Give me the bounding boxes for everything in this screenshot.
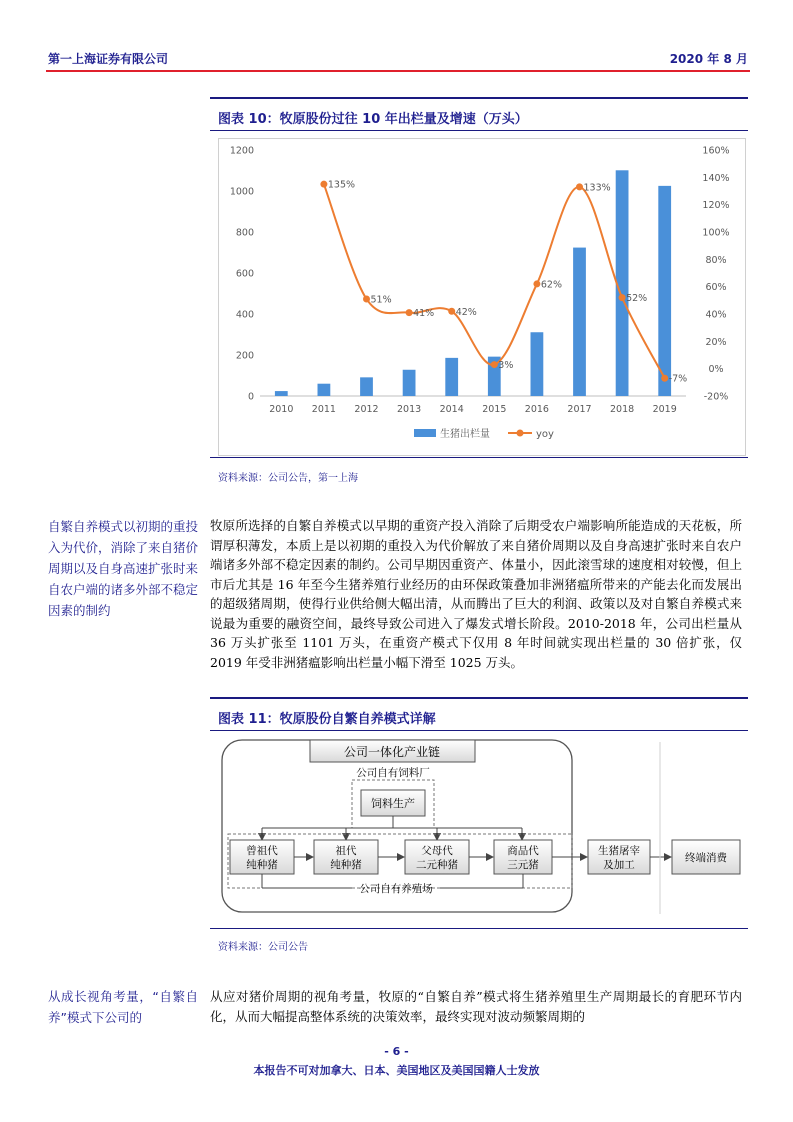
right-axis-tick: -20% <box>703 391 729 403</box>
sidebar-summary-2: 从成长视角考量，“自繁自养”模式下公司的 <box>48 989 198 1025</box>
x-axis-tick: 2016 <box>524 404 549 415</box>
left-axis-tick: 0 <box>247 391 254 403</box>
figure11-title-rule <box>210 730 748 731</box>
right-axis-tick: 60% <box>705 282 727 294</box>
yoy-point-2013 <box>406 309 413 316</box>
figure10-title-rule <box>210 130 748 131</box>
legend-line-marker <box>517 430 524 437</box>
right-axis-tick: 160% <box>702 145 730 157</box>
stage-commercial <box>494 840 552 874</box>
page-number: - 6 - <box>384 1045 409 1058</box>
figure10-chart <box>218 138 746 456</box>
stage-great-grandparent <box>230 840 294 874</box>
header-company: 第一上海证券有限公司 <box>48 52 169 66</box>
right-axis-tick: 140% <box>702 172 730 184</box>
figure11-diagram <box>218 734 746 924</box>
yoy-point-2015 <box>491 361 498 368</box>
figure11-top-rule <box>210 697 748 699</box>
stage-1-line1: 曾祖代 <box>246 845 278 857</box>
left-axis-tick: 1200 <box>229 145 254 157</box>
right-axis-tick: 20% <box>705 336 727 348</box>
figure10-title: 图表 10：牧原股份过往 10 年出栏量及增速（万头） <box>218 112 528 127</box>
feed-mill-label: 公司自有饲料厂 <box>356 767 430 779</box>
yoy-label-2018: 52% <box>626 293 648 305</box>
consumption-label: 终端消费 <box>685 852 727 864</box>
legend-bar-label: 生猪出栏量 <box>440 429 490 440</box>
yoy-label-2013: 41% <box>413 308 435 320</box>
stage-2-line2: 纯种猪 <box>330 859 362 871</box>
x-axis-tick: 2018 <box>610 404 635 415</box>
bar-2014 <box>445 358 458 396</box>
farm-label: 公司自有养殖场 <box>359 883 433 895</box>
bar-2013 <box>403 370 416 396</box>
yoy-label-2019: -7% <box>668 373 688 385</box>
stage-4-line2: 三元猪 <box>507 859 539 871</box>
sidebar-summary-1: 自繁自养模式以初期的重投入为代价，消除了来自猪价周期以及自身高速扩张时来自农户端的诸多外部不稳定因素的制约 <box>48 519 199 618</box>
stage-3-line1: 父母代 <box>421 845 453 857</box>
bar-2012 <box>360 377 373 396</box>
yoy-label-2012: 51% <box>370 294 392 306</box>
x-axis-tick: 2015 <box>482 404 507 415</box>
header-rule <box>46 70 750 72</box>
feed-production-label: 饲料生产 <box>371 797 415 810</box>
yoy-label-2016: 62% <box>540 279 563 291</box>
legend-bar-swatch <box>414 429 436 437</box>
yoy-point-2011 <box>320 181 327 188</box>
left-axis-tick: 600 <box>235 268 254 280</box>
figure11-bottom-rule <box>210 928 748 929</box>
slaughter-line1: 生猪屠宰 <box>598 845 640 857</box>
yoy-label-2015: 3% <box>498 360 514 372</box>
stage-1-line2: 纯种猪 <box>246 859 278 871</box>
yoy-point-2012 <box>363 295 370 302</box>
right-axis-tick: 100% <box>702 227 730 239</box>
figure10-top-rule <box>210 97 748 99</box>
x-axis-tick: 2019 <box>652 404 677 415</box>
chain-title: 公司一体化产业链 <box>343 745 441 759</box>
bar-2019 <box>658 186 671 396</box>
x-axis-tick: 2010 <box>269 404 294 415</box>
yoy-point-2017 <box>576 183 583 190</box>
yoy-label-2011: 135% <box>327 179 356 191</box>
stage-2-line1: 祖代 <box>335 845 357 857</box>
yoy-point-2019 <box>661 375 668 382</box>
yoy-point-2016 <box>533 280 540 287</box>
right-axis-tick: 120% <box>702 200 730 212</box>
figure11-source: 资料来源：公司公告 <box>218 942 308 953</box>
paragraph-2: 从应对猪价周期的视角考量，牧原的“自繁自养”模式将生猪养殖里生产周期最长的育肥环节内化，从而大幅提高整体系统的决策效率，最终实现对波动频繁周期的 <box>210 989 742 1024</box>
x-axis-tick: 2011 <box>311 404 336 415</box>
figure11-title: 图表 11：牧原股份自繁自养模式详解 <box>218 712 436 727</box>
left-axis-tick: 800 <box>235 227 254 239</box>
x-axis-tick: 2017 <box>567 404 592 415</box>
right-axis-tick: 0% <box>708 364 724 376</box>
bar-2017 <box>573 248 586 396</box>
x-axis-tick: 2012 <box>354 404 379 415</box>
yoy-point-2018 <box>619 294 626 301</box>
stage-parent <box>405 840 469 874</box>
stage-grandparent <box>314 840 378 874</box>
bar-2010 <box>275 391 288 396</box>
stage-4-line1: 商品代 <box>507 845 539 857</box>
bar-2011 <box>318 384 331 396</box>
left-axis-tick: 200 <box>235 350 254 362</box>
x-axis-tick: 2013 <box>397 404 422 415</box>
legend-line-label: yoy <box>536 429 554 440</box>
yoy-point-2014 <box>448 308 455 315</box>
figure10-source: 资料来源：公司公告，第一上海 <box>218 473 358 484</box>
right-axis-tick: 40% <box>705 309 727 321</box>
left-axis-tick: 400 <box>235 309 254 321</box>
stage-3-line2: 二元种猪 <box>416 859 458 871</box>
figure10-bottom-rule <box>210 457 748 458</box>
slaughter-line2: 及加工 <box>603 859 635 871</box>
distribution-notice: 本报告不可对加拿大、日本、美国地区及美国国籍人士发放 <box>253 1064 540 1077</box>
yoy-label-2014: 42% <box>455 306 477 318</box>
right-axis-tick: 80% <box>705 254 727 266</box>
header-date: 2020 年 8 月 <box>669 52 748 66</box>
x-axis-tick: 2014 <box>439 404 464 415</box>
paragraph-1: 牧原所选择的自繁自养模式以早期的重资产投入消除了后期受农户端影响所能造成的天花板，所谓厚积薄发，本质上是以初期的重投入为代价解放了来自猪价周期以及自身高速扩张时来自农户端诸多外部不稳定因素的制约。公司早期因重资产、体量小，因此滚雪球的速度相对较慢，但上市后尤其是 16 年至今生猪养殖行业经历的由环保政策叠加非洲猪瘟所带来的产能去化而发展出的超级猪周期，使得行业供给侧大幅出清，从而腾出了巨大的利润、政策以及对自繁自养模式来说最为重要的融资空间，最终导致公司进入了爆发式增长阶段。2010-2018 年，公司出栏量从 36 万头扩张至 1101 万头，在重资产模式下仅用 8 年时间就实现出栏量的 30 倍扩张，仅 2019 年受非洲猪瘟影响出栏量小幅下滑至 1025 万头。 <box>210 518 742 670</box>
bar-2016 <box>531 332 544 396</box>
left-axis-tick: 1000 <box>229 186 254 198</box>
yoy-label-2017: 133% <box>583 182 611 194</box>
